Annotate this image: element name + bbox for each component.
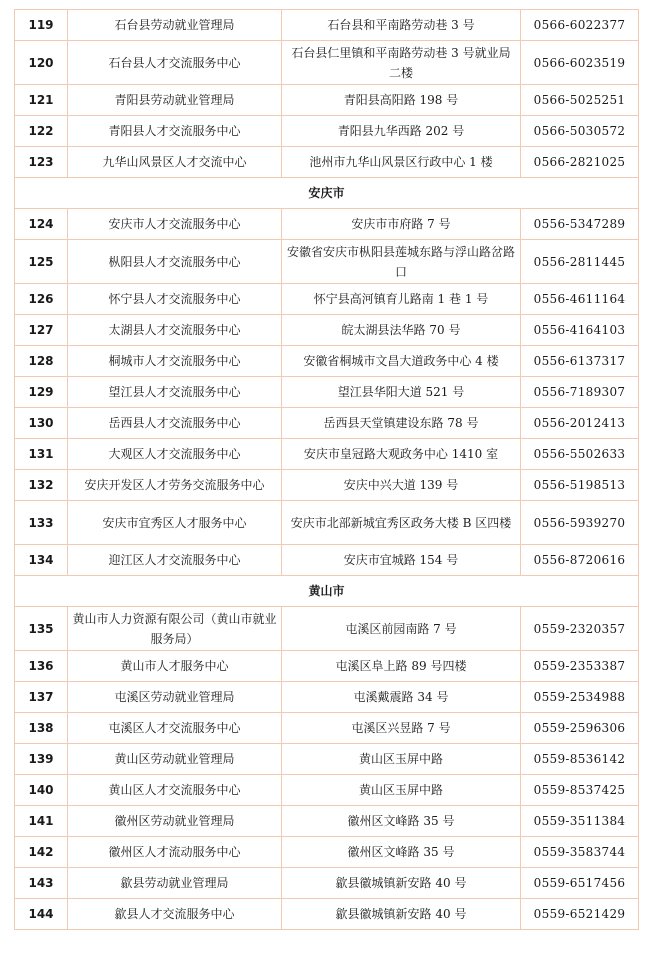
table-row — [15, 41, 639, 85]
phone-number: 0566-6023519 — [521, 41, 639, 85]
phone-number: 0559-8536142 — [521, 744, 639, 775]
table-row — [15, 837, 639, 868]
row-number: 121 — [15, 85, 68, 116]
table-row — [15, 240, 639, 284]
row-number: 129 — [15, 377, 68, 408]
row-number: 127 — [15, 315, 68, 346]
phone-number: 0566-5025251 — [521, 85, 639, 116]
organization-name: 望江县人才交流服务中心 — [68, 377, 282, 408]
address: 歙县徽城镇新安路 40 号 — [282, 868, 521, 899]
row-number: 143 — [15, 868, 68, 899]
table-row — [15, 284, 639, 315]
row-number: 122 — [15, 116, 68, 147]
organization-name: 怀宁县人才交流服务中心 — [68, 284, 282, 315]
row-number: 138 — [15, 713, 68, 744]
address: 安徽省桐城市文昌大道政务中心 4 楼 — [282, 346, 521, 377]
directory-table-body — [15, 10, 639, 930]
address: 黄山区玉屏中路 — [282, 775, 521, 806]
organization-name: 黄山市人力资源有限公司（黄山市就业服务局） — [68, 607, 282, 651]
phone-number: 0556-2012413 — [521, 408, 639, 439]
phone-number: 0559-3583744 — [521, 837, 639, 868]
organization-name: 九华山风景区人才交流中心 — [68, 147, 282, 178]
row-number: 139 — [15, 744, 68, 775]
phone-number: 0559-8537425 — [521, 775, 639, 806]
table-row — [15, 545, 639, 576]
organization-name: 安庆市人才交流服务中心 — [68, 209, 282, 240]
phone-number: 0559-6521429 — [521, 899, 639, 930]
table-row — [15, 775, 639, 806]
address: 屯溪戴震路 34 号 — [282, 682, 521, 713]
organization-name: 石台县人才交流服务中心 — [68, 41, 282, 85]
address: 石台县和平南路劳动巷 3 号 — [282, 10, 521, 41]
table-row — [15, 470, 639, 501]
address: 安庆市市府路 7 号 — [282, 209, 521, 240]
organization-name: 屯溪区劳动就业管理局 — [68, 682, 282, 713]
address: 安庆市宜城路 154 号 — [282, 545, 521, 576]
address: 屯溪区阜上路 89 号四楼 — [282, 651, 521, 682]
phone-number: 0559-2320357 — [521, 607, 639, 651]
organization-name: 歙县劳动就业管理局 — [68, 868, 282, 899]
row-number: 144 — [15, 899, 68, 930]
phone-number: 0559-6517456 — [521, 868, 639, 899]
phone-number: 0559-2596306 — [521, 713, 639, 744]
row-number: 132 — [15, 470, 68, 501]
address: 安庆市皇冠路大观政务中心 1410 室 — [282, 439, 521, 470]
table-row — [15, 85, 639, 116]
section-header-row — [15, 178, 639, 209]
address: 屯溪区前园南路 7 号 — [282, 607, 521, 651]
table-row — [15, 116, 639, 147]
phone-number: 0566-2821025 — [521, 147, 639, 178]
organization-name: 徽州区劳动就业管理局 — [68, 806, 282, 837]
table-row — [15, 607, 639, 651]
organization-name: 黄山市人才服务中心 — [68, 651, 282, 682]
address: 岳西县天堂镇建设东路 78 号 — [282, 408, 521, 439]
organization-name: 太湖县人才交流服务中心 — [68, 315, 282, 346]
phone-number: 0559-3511384 — [521, 806, 639, 837]
organization-name: 徽州区人才流动服务中心 — [68, 837, 282, 868]
table-row — [15, 315, 639, 346]
address: 安庆中兴大道 139 号 — [282, 470, 521, 501]
table-row — [15, 682, 639, 713]
phone-number: 0556-4611164 — [521, 284, 639, 315]
table-row — [15, 713, 639, 744]
phone-number: 0556-5502633 — [521, 439, 639, 470]
address: 石台县仁里镇和平南路劳动巷 3 号就业局二楼 — [282, 41, 521, 85]
organization-name: 大观区人才交流服务中心 — [68, 439, 282, 470]
address: 徽州区文峰路 35 号 — [282, 806, 521, 837]
row-number: 134 — [15, 545, 68, 576]
address: 安庆市北部新城宜秀区政务大楼 B 区四楼 — [282, 501, 521, 545]
organization-name: 黄山区劳动就业管理局 — [68, 744, 282, 775]
phone-number: 0556-5347289 — [521, 209, 639, 240]
phone-number: 0559-2534988 — [521, 682, 639, 713]
table-row — [15, 10, 639, 41]
section-title: 安庆市 — [15, 178, 639, 209]
phone-number: 0559-2353387 — [521, 651, 639, 682]
phone-number: 0556-4164103 — [521, 315, 639, 346]
organization-name: 迎江区人才交流服务中心 — [68, 545, 282, 576]
organization-name: 黄山区人才交流服务中心 — [68, 775, 282, 806]
address: 青阳县高阳路 198 号 — [282, 85, 521, 116]
table-row — [15, 147, 639, 178]
address: 怀宁县高河镇育儿路南 1 巷 1 号 — [282, 284, 521, 315]
address: 黄山区玉屏中路 — [282, 744, 521, 775]
organization-name: 青阳县劳动就业管理局 — [68, 85, 282, 116]
address: 望江县华阳大道 521 号 — [282, 377, 521, 408]
phone-number: 0556-5939270 — [521, 501, 639, 545]
organization-name: 青阳县人才交流服务中心 — [68, 116, 282, 147]
phone-number: 0556-7189307 — [521, 377, 639, 408]
row-number: 125 — [15, 240, 68, 284]
row-number: 120 — [15, 41, 68, 85]
section-header-row — [15, 576, 639, 607]
address: 屯溪区兴昱路 7 号 — [282, 713, 521, 744]
phone-number: 0556-6137317 — [521, 346, 639, 377]
row-number: 137 — [15, 682, 68, 713]
row-number: 133 — [15, 501, 68, 545]
organization-name: 屯溪区人才交流服务中心 — [68, 713, 282, 744]
address: 青阳县九华西路 202 号 — [282, 116, 521, 147]
row-number: 126 — [15, 284, 68, 315]
table-row — [15, 899, 639, 930]
table-row — [15, 209, 639, 240]
table-row — [15, 651, 639, 682]
row-number: 131 — [15, 439, 68, 470]
organization-name: 安庆开发区人才劳务交流服务中心 — [68, 470, 282, 501]
phone-number: 0556-8720616 — [521, 545, 639, 576]
row-number: 119 — [15, 10, 68, 41]
phone-number: 0556-5198513 — [521, 470, 639, 501]
phone-number: 0566-5030572 — [521, 116, 639, 147]
address: 歙县徽城镇新安路 40 号 — [282, 899, 521, 930]
row-number: 140 — [15, 775, 68, 806]
address: 皖太湖县法华路 70 号 — [282, 315, 521, 346]
organization-name: 石台县劳动就业管理局 — [68, 10, 282, 41]
table-row — [15, 439, 639, 470]
phone-number: 0566-6022377 — [521, 10, 639, 41]
row-number: 141 — [15, 806, 68, 837]
table-row — [15, 501, 639, 545]
organization-name: 枞阳县人才交流服务中心 — [68, 240, 282, 284]
address: 安徽省安庆市枞阳县莲城东路与浮山路岔路口 — [282, 240, 521, 284]
organization-name: 桐城市人才交流服务中心 — [68, 346, 282, 377]
section-title: 黄山市 — [15, 576, 639, 607]
row-number: 142 — [15, 837, 68, 868]
table-row — [15, 806, 639, 837]
table-row — [15, 744, 639, 775]
row-number: 123 — [15, 147, 68, 178]
table-row — [15, 868, 639, 899]
phone-number: 0556-2811445 — [521, 240, 639, 284]
table-row — [15, 377, 639, 408]
row-number: 135 — [15, 607, 68, 651]
row-number: 128 — [15, 346, 68, 377]
row-number: 124 — [15, 209, 68, 240]
directory-table — [14, 9, 639, 930]
organization-name: 歙县人才交流服务中心 — [68, 899, 282, 930]
address: 池州市九华山风景区行政中心 1 楼 — [282, 147, 521, 178]
row-number: 130 — [15, 408, 68, 439]
table-row — [15, 346, 639, 377]
table-row — [15, 408, 639, 439]
organization-name: 岳西县人才交流服务中心 — [68, 408, 282, 439]
address: 徽州区文峰路 35 号 — [282, 837, 521, 868]
row-number: 136 — [15, 651, 68, 682]
organization-name: 安庆市宜秀区人才服务中心 — [68, 501, 282, 545]
